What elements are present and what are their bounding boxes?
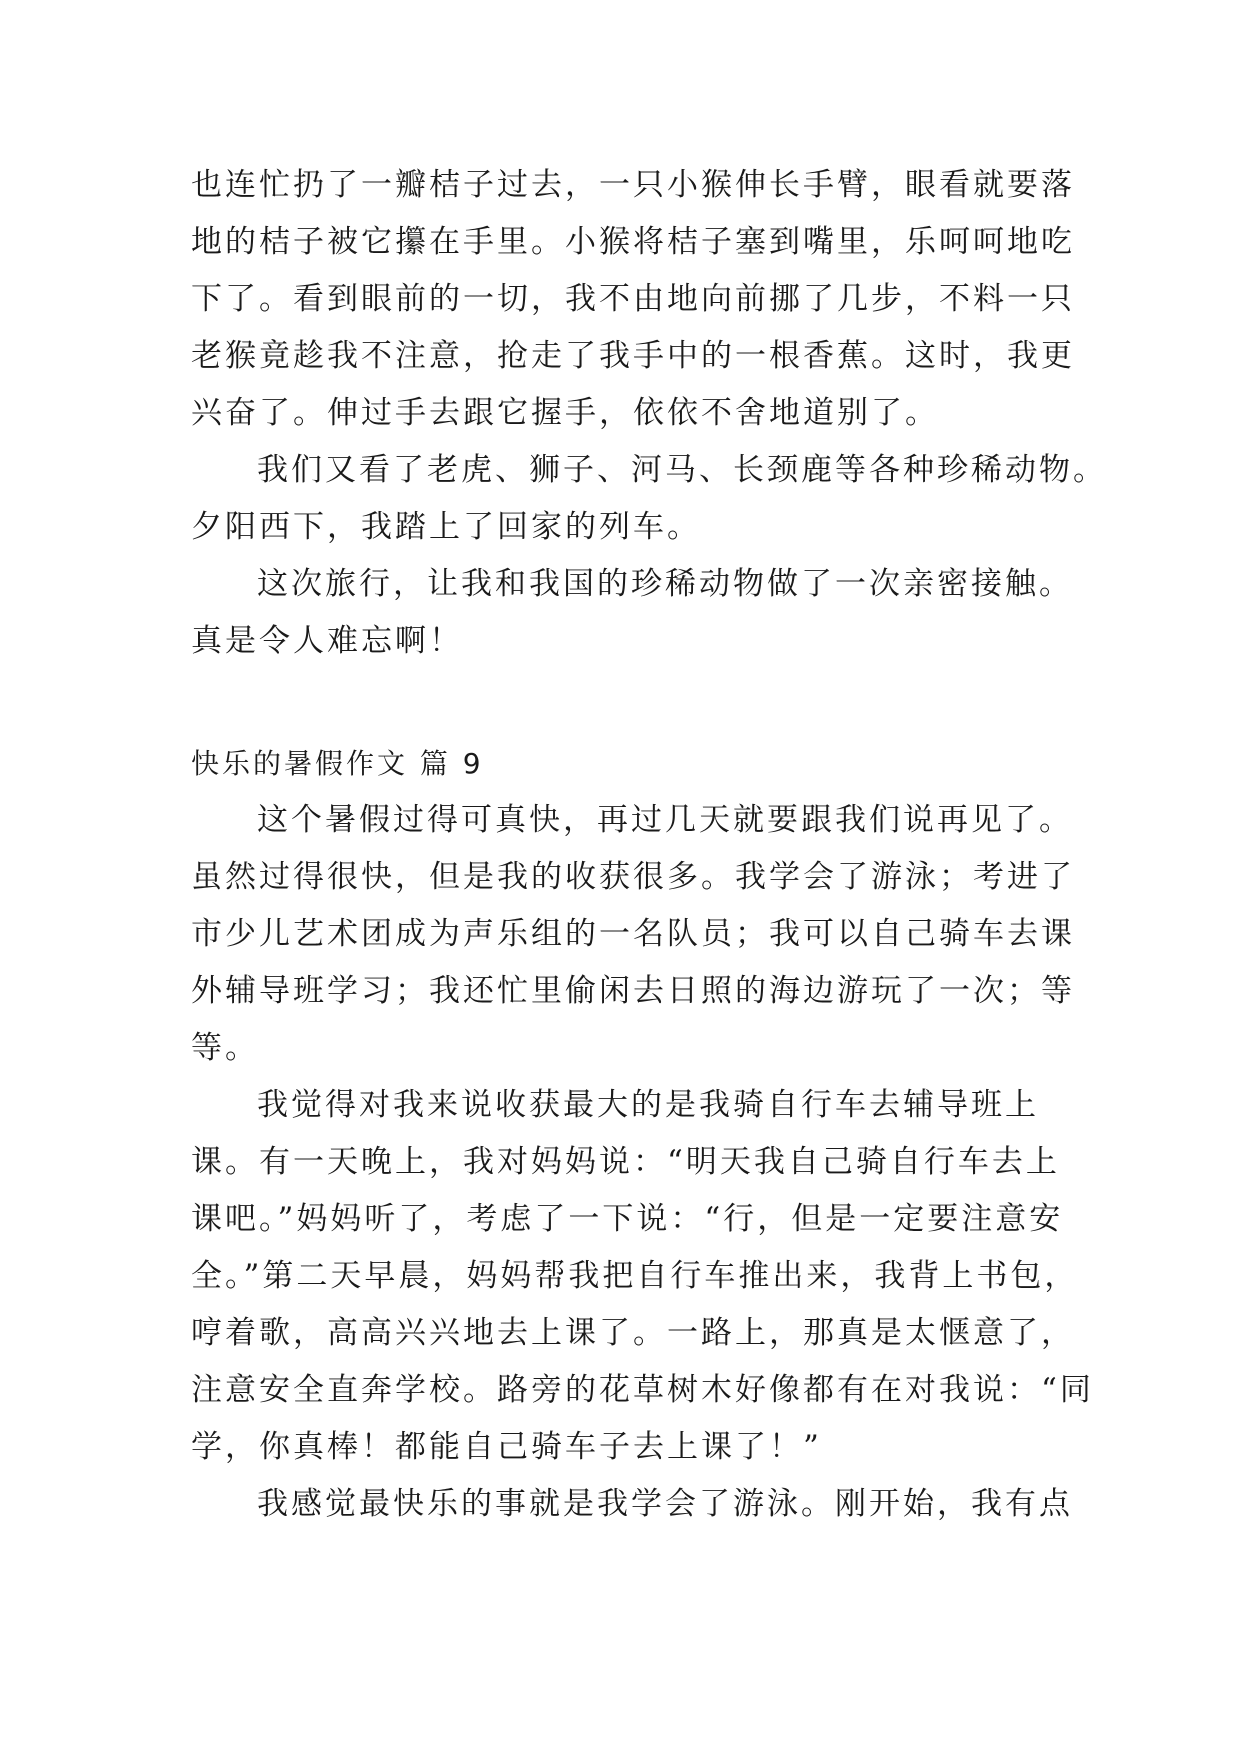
text-line: 下了。看到眼前的一切，我不由地向前挪了几步，不料一只 xyxy=(191,281,1075,317)
paragraph-summer xyxy=(191,792,1075,1077)
paragraph-monkeys xyxy=(191,157,1075,442)
text-line: 全。”第二天早晨，妈妈帮我把自行车推出来，我背上书包， xyxy=(191,1258,1079,1294)
text-line: 这次旅行，让我和我国的珍稀动物做了一次亲密接触。 xyxy=(257,566,1073,602)
text-line: 哼着歌，高高兴兴地去上课了。一路上，那真是太惬意了， xyxy=(191,1315,1075,1351)
text-line: 老猴竟趁我不注意，抢走了我手中的一根香蕉。这时，我更 xyxy=(191,338,1075,374)
paragraph-bike xyxy=(191,1077,1094,1476)
text-line: 外辅导班学习；我还忙里偷闲去日照的海边游玩了一次；等 xyxy=(191,973,1075,1009)
text-line: 兴奋了。伸过手去跟它握手，依依不舍地道别了。 xyxy=(191,395,939,431)
text-line: 课。有一天晚上，我对妈妈说：“明天我自己骑自行车去上 xyxy=(191,1144,1060,1180)
text-line: 我感觉最快乐的事就是我学会了游泳。刚开始，我有点 xyxy=(257,1486,1073,1522)
text-line: 我觉得对我来说收获最大的是我骑自行车去辅导班上 xyxy=(257,1087,1039,1123)
text-line: 等。 xyxy=(191,1030,259,1066)
section-heading xyxy=(191,735,1071,792)
text-line: 这个暑假过得可真快，再过几天就要跟我们说再见了。 xyxy=(257,802,1073,838)
paragraph-animals xyxy=(191,442,1107,556)
text-line: 我们又看了老虎、狮子、河马、长颈鹿等各种珍稀动物。 xyxy=(257,452,1107,488)
text-line: 课吧。”妈妈听了，考虑了一下说：“行，但是一定要注意安 xyxy=(191,1201,1064,1237)
text-line: 注意安全直奔学校。路旁的花草树木好像都有在对我说：“同 xyxy=(191,1372,1094,1408)
text-line: 也连忙扔了一瓣桔子过去，一只小猴伸长手臂，眼看就要落 xyxy=(191,167,1075,203)
essay-title: 快乐的暑假作文 篇 9 xyxy=(191,747,484,780)
text-line: 地的桔子被它攥在手里。小猴将桔子塞到嘴里，乐呵呵地吃 xyxy=(191,224,1075,260)
paragraph-trip xyxy=(191,556,1071,670)
text-line: 真是令人难忘啊！ xyxy=(191,623,463,659)
text-line: 市少儿艺术团成为声乐组的一名队员；我可以自己骑车去课 xyxy=(191,916,1075,952)
text-line: 虽然过得很快，但是我的收获很多。我学会了游泳；考进了 xyxy=(191,859,1075,895)
paragraph-swim xyxy=(191,1476,1071,1533)
text-line: 学，你真棒！都能自己骑车子去上课了！” xyxy=(191,1429,822,1465)
text-line: 夕阳西下，我踏上了回家的列车。 xyxy=(191,509,701,545)
